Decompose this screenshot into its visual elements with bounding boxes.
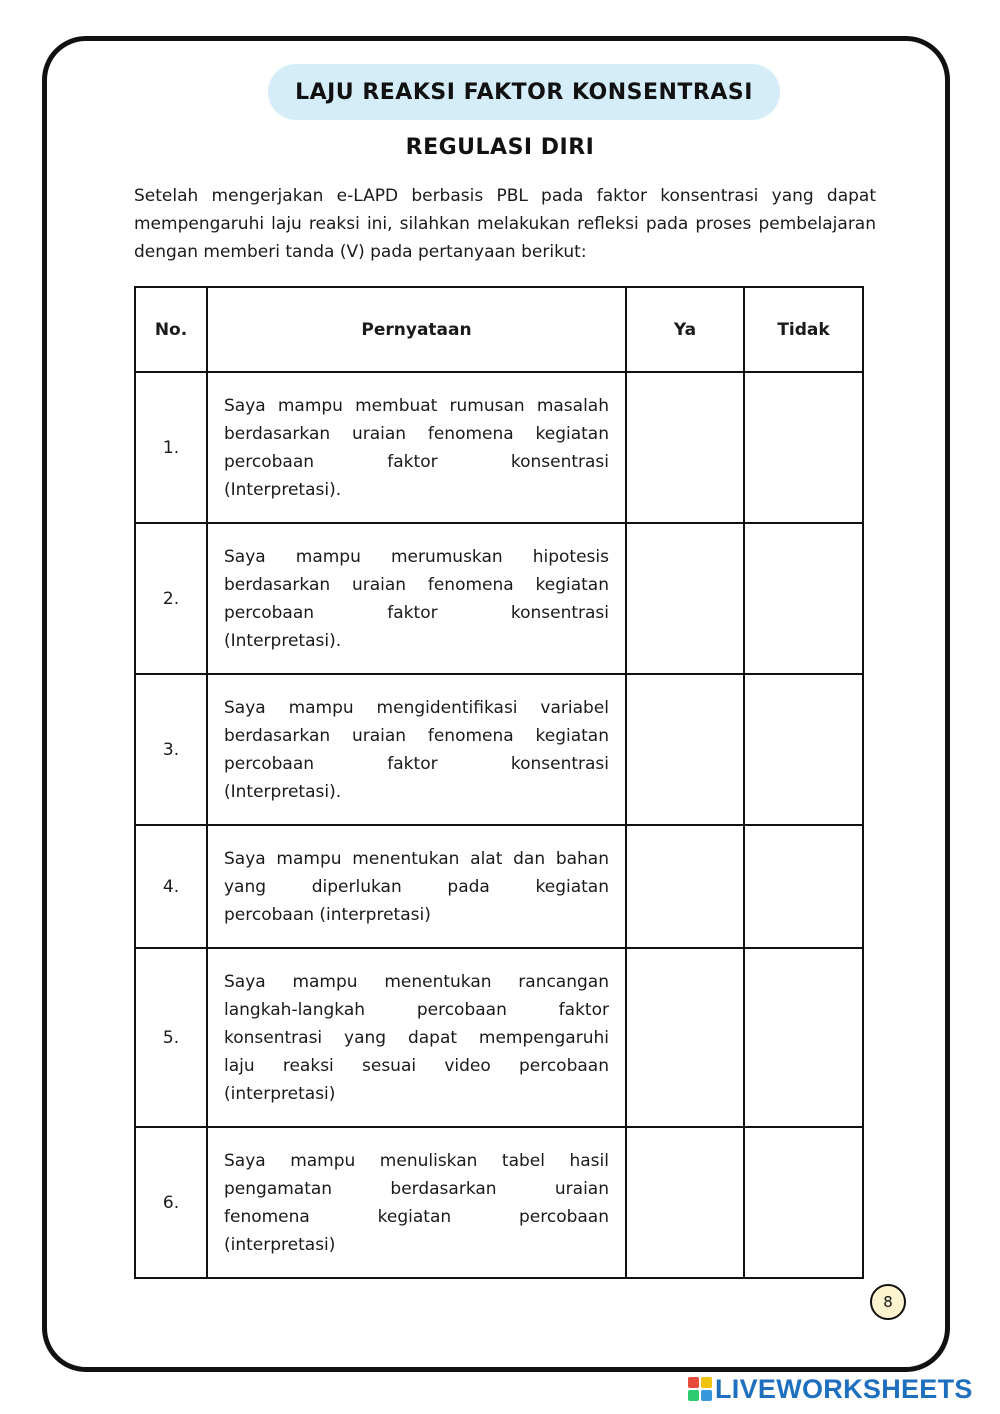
answer-no-cell[interactable] (744, 825, 863, 948)
reflection-table (134, 286, 864, 1279)
statement-line: langkah-langkah percobaan faktor (224, 999, 609, 1020)
table-header-row (135, 287, 863, 372)
page-title (268, 64, 780, 120)
logo-square (701, 1390, 712, 1401)
row-number: 4. (135, 825, 207, 948)
answer-no-cell[interactable] (744, 523, 863, 674)
row-statement (207, 674, 626, 825)
answer-no-cell[interactable] (744, 948, 863, 1127)
statement-line: konsentrasi yang dapat mempengaruhi (224, 1027, 609, 1048)
answer-yes-cell[interactable] (626, 1127, 744, 1278)
intro-paragraph: Setelah mengerjakan e-LAPD berbasis PBL pada faktor konsentrasi yang dapat mempengaruhi laju reaksi ini, silahkan melakukan refleksi pada proses pembelajaran dengan memberi tanda (V) pada pertanyaan berikut: (134, 186, 876, 262)
statement-line: (Interpretasi). (224, 630, 342, 651)
statement-line: percobaan faktor konsentrasi (224, 753, 609, 774)
statement-line: berdasarkan uraian fenomena kegiatan (224, 725, 609, 746)
statement-line: percobaan faktor konsentrasi (224, 451, 609, 472)
logo-square (688, 1390, 699, 1401)
page-number: 8 (883, 1293, 893, 1311)
statement-line: Saya mampu menuliskan tabel hasil (224, 1150, 609, 1171)
header-no-answer: Tidak (744, 287, 863, 372)
statement-line: Saya mampu merumuskan hipotesis (224, 546, 609, 567)
answer-yes-cell[interactable] (626, 372, 744, 523)
statement-line: (Interpretasi). (224, 781, 342, 802)
table-row (135, 825, 863, 948)
watermark (688, 1372, 973, 1406)
table-row (135, 948, 863, 1127)
row-statement (207, 1127, 626, 1278)
row-statement (207, 948, 626, 1127)
statement-line: Saya mampu membuat rumusan masalah (224, 395, 609, 416)
table-row (135, 674, 863, 825)
table-row (135, 523, 863, 674)
answer-yes-cell[interactable] (626, 523, 744, 674)
header-no: No. (135, 287, 207, 372)
statement-line: Saya mampu mengidentifikasi variabel (224, 697, 609, 718)
header-yes: Ya (626, 287, 744, 372)
row-statement (207, 825, 626, 948)
statement-line: fenomena kegiatan percobaan (224, 1206, 609, 1227)
row-number: 2. (135, 523, 207, 674)
row-number: 1. (135, 372, 207, 523)
watermark-text: LIVEWORKSHEETS (715, 1373, 973, 1404)
answer-yes-cell[interactable] (626, 825, 744, 948)
answer-no-cell[interactable] (744, 1127, 863, 1278)
table-row (135, 372, 863, 523)
statement-line: percobaan faktor konsentrasi (224, 602, 609, 623)
row-statement (207, 372, 626, 523)
row-statement (207, 523, 626, 674)
row-number: 3. (135, 674, 207, 825)
answer-no-cell[interactable] (744, 674, 863, 825)
page-number-badge (870, 1284, 906, 1320)
page-title-text: LAJU REAKSI FAKTOR KONSENTRASI (295, 79, 753, 105)
statement-line: Saya mampu menentukan rancangan (224, 971, 609, 992)
statement-line: berdasarkan uraian fenomena kegiatan (224, 574, 609, 595)
answer-no-cell[interactable] (744, 372, 863, 523)
watermark-logo-icon (688, 1377, 712, 1401)
statement-line: laju reaksi sesuai video percobaan (224, 1055, 609, 1076)
row-number: 6. (135, 1127, 207, 1278)
logo-square (701, 1377, 712, 1388)
row-number: 5. (135, 948, 207, 1127)
table-row (135, 1127, 863, 1278)
answer-yes-cell[interactable] (626, 674, 744, 825)
statement-line: Saya mampu menentukan alat dan bahan (224, 848, 609, 869)
logo-square (688, 1377, 699, 1388)
statement-line: (Interpretasi). (224, 479, 342, 500)
statement-line: (interpretasi) (224, 1083, 336, 1104)
statement-line: pengamatan berdasarkan uraian (224, 1178, 609, 1199)
statement-line: yang diperlukan pada kegiatan (224, 876, 609, 897)
section-subtitle: REGULASI DIRI (405, 135, 595, 160)
statement-line: percobaan (interpretasi) (224, 904, 431, 925)
answer-yes-cell[interactable] (626, 948, 744, 1127)
statement-line: berdasarkan uraian fenomena kegiatan (224, 423, 609, 444)
statement-line: (interpretasi) (224, 1234, 336, 1255)
header-statement: Pernyataan (207, 287, 626, 372)
